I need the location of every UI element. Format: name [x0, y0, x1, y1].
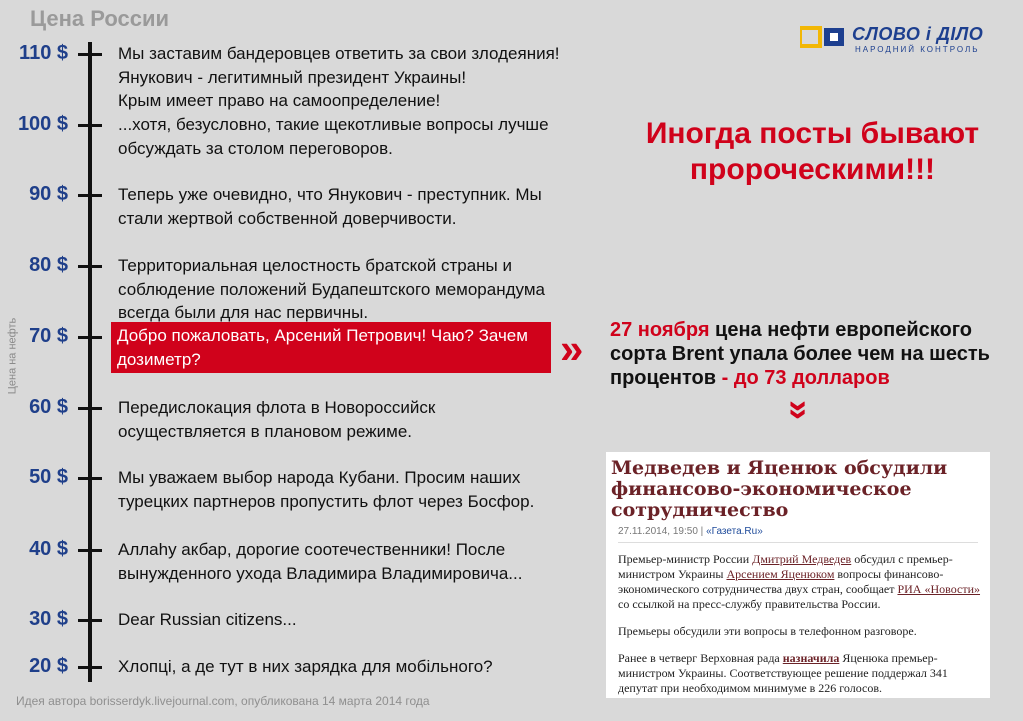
quote-text: ...хотя, безусловно, такие щекотливые вопросы лучше обсуждать за столом переговоров. [118, 115, 549, 158]
article-paragraph [618, 552, 980, 612]
price-label: 100 $ [17, 113, 68, 135]
logo [800, 24, 1000, 54]
article-source: «Газета.Ru» [706, 526, 763, 537]
article-paragraph: Премьеры обсудили эти вопросы в телефонном разговоре. [618, 624, 917, 638]
article-text: вопросы финансово-экономического сотрудничества двух стран, сообщает [618, 567, 944, 596]
logo-name: СЛОВО і ДІЛО [852, 24, 984, 44]
price-label: 20 $ [29, 655, 68, 677]
axis-tick [78, 336, 102, 339]
news-highlight: - до 73 долларов [716, 367, 890, 389]
price-label: 60 $ [29, 396, 68, 418]
axis-tick [78, 666, 102, 669]
article-text: Премьер-министр России [618, 552, 753, 566]
highlighted-quote: Добро пожаловать, Арсений Петрович! Чаю? Зачем дозиметр? [111, 322, 551, 373]
article-text: обсудил с премьер-министром Украины [618, 552, 953, 581]
axis-tick [78, 124, 102, 127]
price-label: 50 $ [29, 466, 68, 488]
quote-text: Хлопці, а де тут в них зарядка для мобільного? [118, 657, 493, 676]
news-summary [610, 318, 1000, 390]
quote-text: Мы уважаем выбор народа Кубани. Просим наших турецких партнеров пропустить флот через Босфор. [118, 468, 535, 511]
article-meta [618, 526, 763, 537]
slogan: Иногда посты бывают пророческими!!! [645, 117, 980, 186]
article-screenshot [606, 452, 990, 698]
article-link-medvedev[interactable]: Дмитрий Медведев [752, 552, 852, 566]
price-label: 80 $ [29, 254, 68, 276]
logo-subtitle: НАРОДНИЙ КОНТРОЛЬ [855, 45, 980, 54]
quote-text: Теперь уже очевидно, что Янукович - преступник. Мы стали жертвой собственной доверчивости. [118, 185, 542, 228]
axis-label: Цена на нефть [6, 317, 19, 395]
news-body: цена нефти европейского сорта Brent упала более чем на шесть процентов [610, 319, 990, 389]
quote-text: Передислокация флота в Новороссийск осуществляется в плановом режиме. [118, 398, 436, 441]
chevron-right-icon: » [560, 325, 584, 372]
price-axis [88, 42, 92, 682]
news-date: 27 ноября [610, 319, 710, 341]
price-label: 30 $ [29, 608, 68, 630]
footer-credit: Идея автора borisserdyk.livejournal.com, опубликована 14 марта 2014 года [16, 694, 430, 708]
article-body [618, 552, 980, 708]
quote-text: Мы заставим бандеровцев ответить за свои злодеяния! Янукович - легитимный президент Украины! Крым имеет право на самоопределение! [118, 44, 560, 110]
article-title: Медведев и Яценюк обсудили финансово-экономическое сотрудничество [611, 457, 948, 521]
quote-text: Dear Russian citizens... [118, 610, 297, 629]
logo-mark-icon [800, 26, 846, 48]
article-meta-separator: | [700, 526, 704, 537]
axis-tick [78, 619, 102, 622]
article-date: 27.11.2014, 19:50 [618, 526, 698, 537]
price-label: 90 $ [29, 183, 68, 205]
axis-tick [78, 53, 102, 56]
axis-tick [78, 549, 102, 552]
quote-text: Территориальная целостность братской страны и соблюдение положений Будапештского меморандума всегда были для нас первичны. [118, 256, 545, 322]
page-title: Цена России [30, 6, 170, 31]
quote-text: Аллаһу акбар, дорогие соотечественники! После вынужденного ухода Владимира Владимировича... [118, 540, 523, 583]
price-label: 110 $ [19, 42, 68, 64]
article-link-yatsenyuk[interactable]: Арсением Яценюком [726, 567, 835, 581]
axis-tick [78, 265, 102, 268]
article-paragraph [618, 651, 980, 696]
axis-tick [78, 407, 102, 410]
article-link-ria[interactable]: РИА «Новости» [897, 582, 981, 596]
axis-tick [78, 194, 102, 197]
article-text: Ранее в четверг Верховная рада [618, 651, 783, 665]
price-label: 70 $ [29, 325, 68, 347]
article-text: со ссылкой на пресс-службу правительства России. [618, 597, 881, 611]
chevron-down-icon: » [780, 399, 822, 421]
axis-tick [78, 477, 102, 480]
price-label: 40 $ [29, 538, 68, 560]
article-text: Яценюка премьер-министром Украины. Соответствующее решение поддержал 341 депутат при необходимом минимуме в 226 голосов. [618, 651, 948, 695]
article-divider [618, 542, 978, 543]
article-link-appointed[interactable]: назначила [782, 651, 840, 665]
